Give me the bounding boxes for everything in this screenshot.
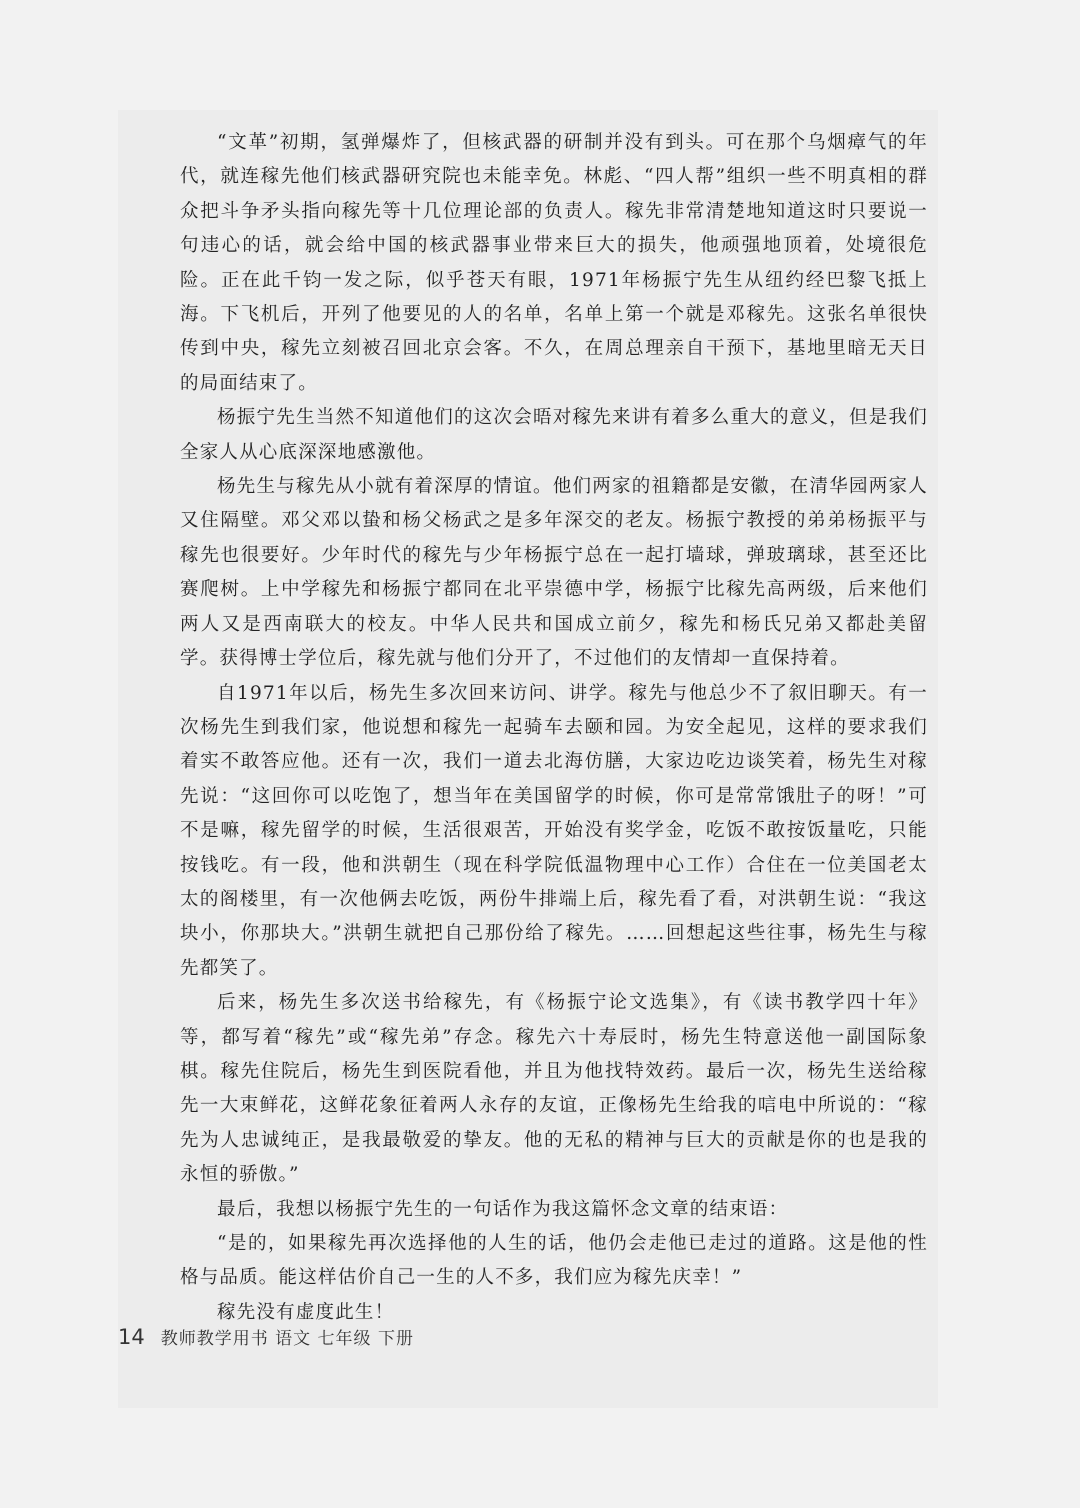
quote-paragraph: “是的，如果稼先再次选择他的人生的话，他仍会走他已走过的道路。这是他的性格与品质。能这样估价自己一生的人不多，我们应为稼先庆幸！” <box>180 1233 928 1289</box>
paragraph: 最后，我想以杨振宁先生的一句话作为我这篇怀念文章的结束语： <box>217 1198 789 1220</box>
closing-line: 稼先没有虚度此生！ <box>217 1301 395 1323</box>
article-body <box>180 126 928 1330</box>
paragraph: 自1971年以后，杨先生多次回来访问、讲学。稼先与他总少不了叙旧聊天。有一次杨先生到我们家，他说想和稼先一起骑车去颐和园。为安全起见，这样的要求我们着实不敢答应他。还有一次，我们一道去北海仿膳，大家边吃边谈笑着，杨先生对稼先说：“这回你可以吃饱了，想当年在美国留学的时候，你可是常常饿肚子的呀！”可不是嘛，稼先留学的时候，生活很艰苦，开始没有奖学金，吃饭不敢按饭量吃，只能按钱吃。有一段，他和洪朝生（现在科学院低温物理中心工作）合住在一位美国老太太的阁楼里，有一次他俩去吃饭，两份牛排端上后，稼先看了看，对洪朝生说：“我这块小，你那块大。”洪朝生就把自己那份给了稼先。……回想起这些往事，杨先生与稼先都笑了。 <box>180 682 928 979</box>
page-footer <box>118 1324 414 1349</box>
book-title: 教师教学用书 语文 七年级 下册 <box>160 1329 414 1349</box>
paragraph: 杨先生与稼先从小就有着深厚的情谊。他们两家的祖籍都是安徽，在清华园两家人又住隔壁。邓父邓以蛰和杨父杨武之是多年深交的老友。杨振宁教授的弟弟杨振平与稼先也很要好。少年时代的稼先与少年杨振宁总在一起打墙球，弹玻璃球，甚至还比赛爬树。上中学稼先和杨振宁都同在北平崇德中学，杨振宁比稼先高两级，后来他们两人又是西南联大的校友。中华人民共和国成立前夕，稼先和杨氏兄弟又都赴美留学。获得博士学位后，稼先就与他们分开了，不过他们的友情却一直保持着。 <box>180 476 928 670</box>
page-number: 14 <box>118 1325 145 1349</box>
paragraph: 杨振宁先生当然不知道他们的这次会晤对稼先来讲有着多么重大的意义，但是我们全家人从心底深深地感激他。 <box>180 407 928 463</box>
paragraph: “文革”初期，氢弹爆炸了，但核武器的研制并没有到头。可在那个乌烟瘴气的年代，就连稼先他们核武器研究院也未能幸免。林彪、“四人帮”组织一些不明真相的群众把斗争矛头指向稼先等十几位理论部的负责人。稼先非常清楚地知道这时只要说一句违心的话，就会给中国的核武器事业带来巨大的损失，他顽强地顶着，处境很危险。正在此千钧一发之际，似乎苍天有眼，1971年杨振宁先生从纽约经巴黎飞抵上海。下飞机后，开列了他要见的人的名单，名单上第一个就是邓稼先。这张名单很快传到中央，稼先立刻被召回北京会客。不久，在周总理亲自干预下，基地里暗无天日的局面结束了。 <box>180 132 928 394</box>
paragraph: 后来，杨先生多次送书给稼先，有《杨振宁论文选集》，有《读书教学四十年》等，都写着“稼先”或“稼先弟”存念。稼先六十寿辰时，杨先生特意送他一副国际象棋。稼先住院后，杨先生到医院看他，并且为他找特效药。最后一次，杨先生送给稼先一大束鲜花，这鲜花象征着两人永存的友谊，正像杨先生给我的唁电中所说的：“稼先为人忠诚纯正，是我最敬爱的挚友。他的无私的精神与巨大的贡献是你的也是我的永恒的骄傲。” <box>180 992 928 1186</box>
